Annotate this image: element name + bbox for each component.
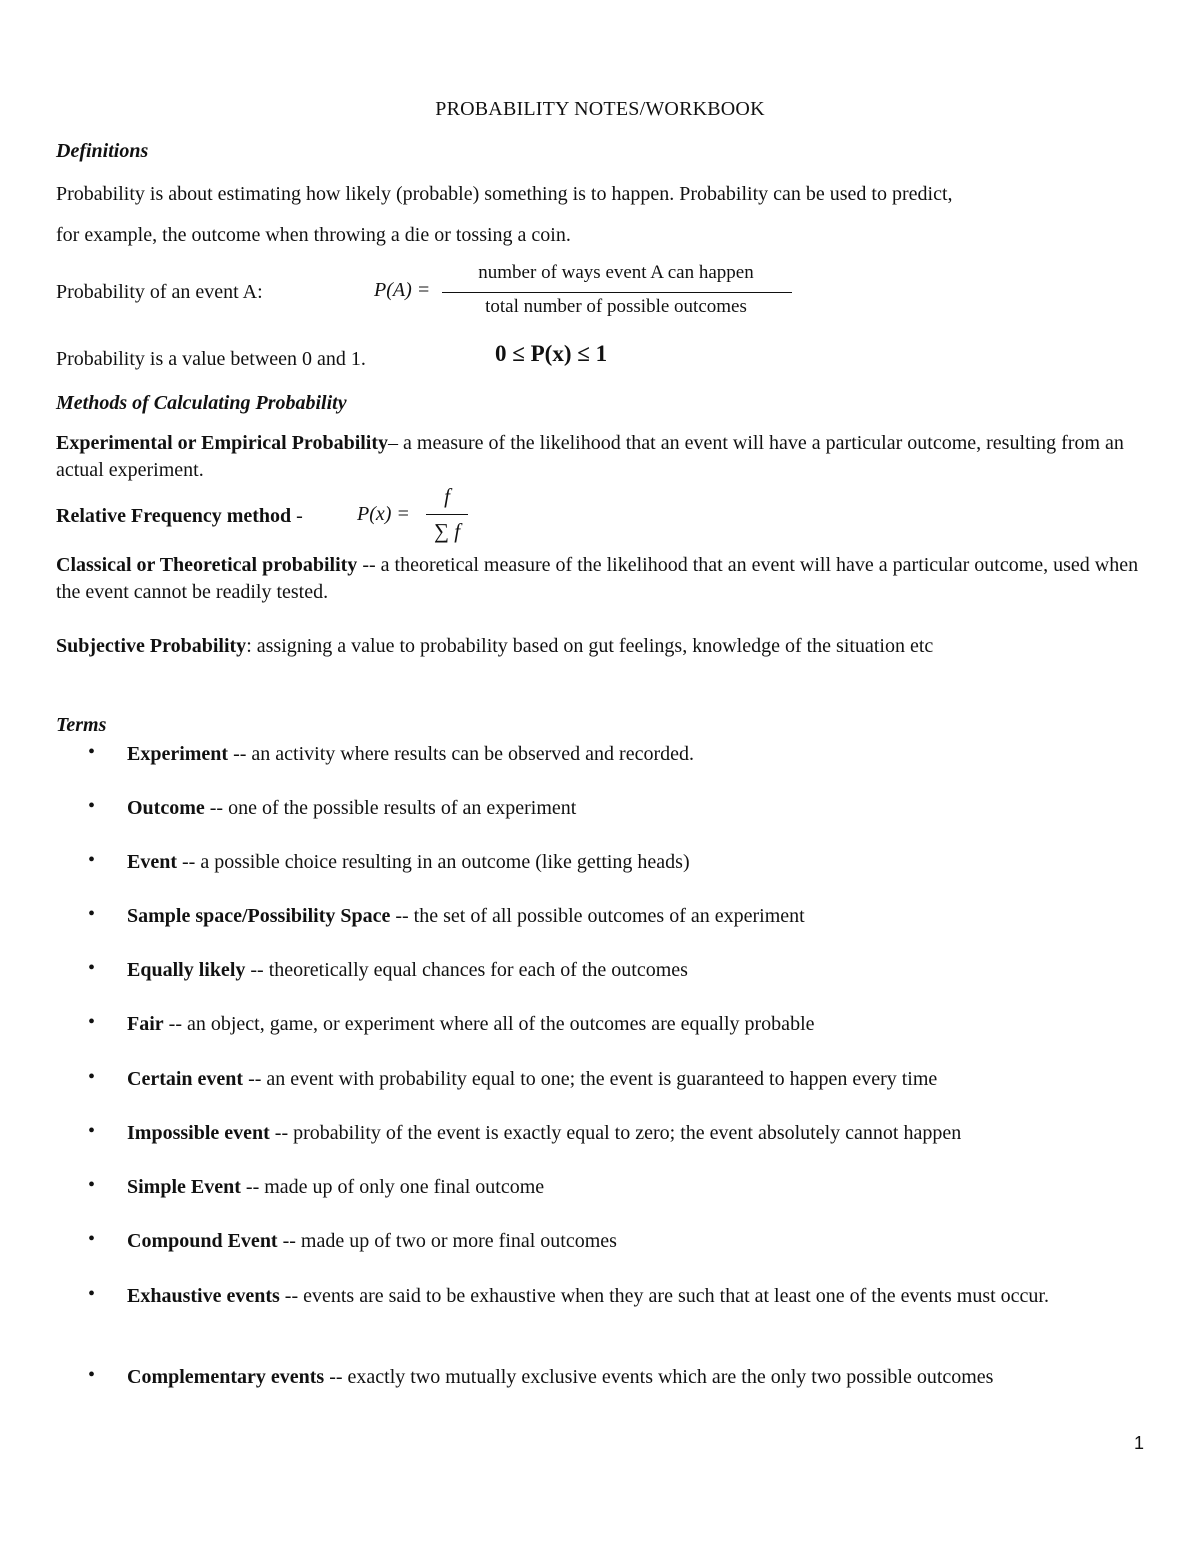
- term-name: Certain event: [127, 1068, 244, 1090]
- bullet-icon: •: [88, 1120, 96, 1142]
- term-name: Impossible event: [127, 1122, 270, 1144]
- term-description: -- made up of two or more final outcomes: [277, 1230, 617, 1252]
- page-title: PROBABILITY NOTES/WORKBOOK: [435, 98, 765, 120]
- definitions-intro-line2: for example, the outcome when throwing a die or tossing a coin.: [56, 224, 571, 246]
- definitions-heading: Definitions: [56, 140, 149, 162]
- terms-heading: Terms: [56, 714, 107, 736]
- term-name: Simple Event: [127, 1176, 241, 1198]
- term-name: Complementary events: [127, 1366, 325, 1388]
- relative-formula-denominator: ∑ f: [433, 519, 461, 543]
- probability-range-formula: 0 ≤ P(x) ≤ 1: [495, 341, 608, 366]
- experimental-probability-definition: [56, 430, 1146, 484]
- term-name: Exhaustive events: [127, 1285, 280, 1307]
- classical-probability-desc: -- a theoretical measure of the likelihood that an event will have a particular outcome, used when the event cannot be readily tested.: [56, 554, 1139, 603]
- bullet-icon: •: [88, 1283, 96, 1305]
- experimental-probability-term: Experimental or Empirical Probability: [56, 432, 389, 454]
- term-description: -- an object, game, or experiment where all of the outcomes are equally probable: [163, 1013, 815, 1035]
- relative-frequency-definition: [56, 502, 303, 530]
- event-probability-label: Probability of an event A:: [56, 281, 263, 303]
- event-formula-denominator: total number of possible outcomes: [485, 296, 747, 317]
- term-name: Fair: [127, 1013, 164, 1035]
- relative-formula-lhs: P(x) =: [357, 503, 410, 525]
- event-formula-fraction-bar: [442, 292, 792, 293]
- term-name: Outcome: [127, 797, 205, 819]
- bullet-icon: •: [88, 741, 96, 763]
- bullet-icon: •: [88, 1066, 96, 1088]
- relative-frequency-term: Relative Frequency method: [56, 505, 292, 527]
- experimental-probability-desc: – a measure of the likelihood that an event will have a particular outcome, resulting from an actual experiment.: [56, 432, 1124, 481]
- bullet-icon: •: [88, 1174, 96, 1196]
- term-description: -- exactly two mutually exclusive events which are the only two possible outcomes: [324, 1366, 994, 1388]
- page-number: 1: [1134, 1433, 1145, 1453]
- bullet-icon: •: [88, 957, 96, 979]
- term-description: -- the set of all possible outcomes of an experiment: [390, 905, 805, 927]
- term-description: -- theoretically equal chances for each of the outcomes: [245, 959, 688, 981]
- subjective-probability-definition: [56, 632, 933, 660]
- event-formula-lhs: P(A) =: [374, 279, 431, 301]
- probability-range-label: Probability is a value between 0 and 1.: [56, 348, 366, 370]
- term-description: -- probability of the event is exactly equal to zero; the event absolutely cannot happen: [269, 1122, 962, 1144]
- classical-probability-definition: [56, 552, 1146, 606]
- term-name: Compound Event: [127, 1230, 278, 1252]
- term-name: Sample space/Possibility Space: [127, 905, 391, 927]
- relative-frequency-dash: -: [291, 505, 303, 527]
- term-description: -- a possible choice resulting in an outcome (like getting heads): [177, 851, 690, 873]
- subjective-probability-desc: : assigning a value to probability based on gut feelings, knowledge of the situation etc: [246, 635, 934, 657]
- term-name: Event: [127, 851, 177, 873]
- bullet-icon: •: [88, 1011, 96, 1033]
- bullet-icon: •: [88, 1364, 96, 1386]
- bullet-icon: •: [88, 795, 96, 817]
- subjective-probability-term: Subjective Probability: [56, 635, 247, 657]
- relative-formula-numerator: f: [444, 484, 450, 508]
- relative-formula-fraction-bar: [426, 514, 468, 515]
- classical-probability-term: Classical or Theoretical probability: [56, 554, 358, 576]
- bullet-icon: •: [88, 849, 96, 871]
- term-description: -- events are said to be exhaustive when they are such that at least one of the events must occur.: [279, 1285, 1049, 1307]
- methods-heading: Methods of Calculating Probability: [56, 392, 347, 414]
- term-description: -- made up of only one final outcome: [240, 1176, 545, 1198]
- term-name: Experiment: [127, 743, 229, 765]
- bullet-icon: •: [88, 903, 96, 925]
- term-description: -- an activity where results can be observed and recorded.: [228, 743, 695, 765]
- term-description: -- one of the possible results of an experiment: [204, 797, 577, 819]
- term-description: -- an event with probability equal to one; the event is guaranteed to happen every time: [243, 1068, 938, 1090]
- event-formula-numerator: number of ways event A can happen: [478, 262, 754, 283]
- bullet-icon: •: [88, 1228, 96, 1250]
- term-name: Equally likely: [127, 959, 246, 981]
- definitions-intro-line1: Probability is about estimating how likely (probable) something is to happen. Probability can be used to predict,: [56, 183, 953, 205]
